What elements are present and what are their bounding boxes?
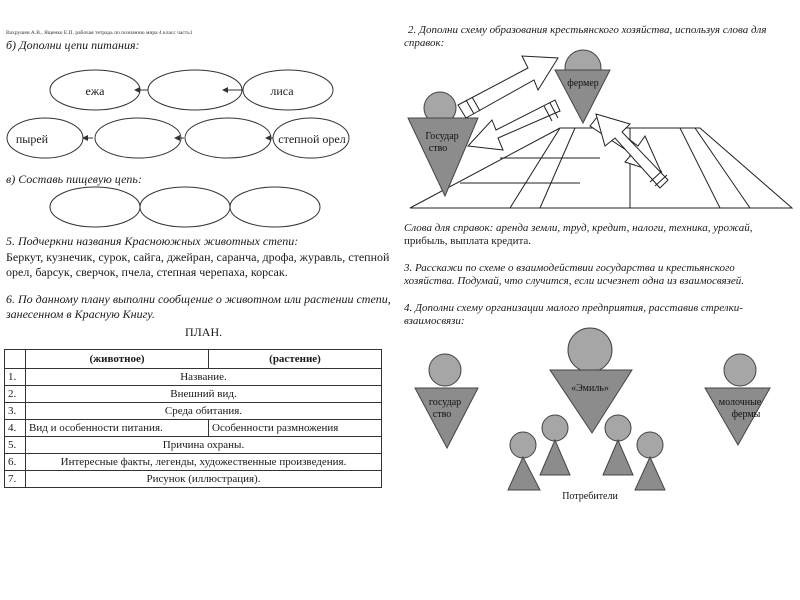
- consumers-group: [508, 415, 665, 490]
- table-row: [5, 369, 382, 386]
- plan-title: ПЛАН.: [185, 325, 223, 339]
- words-line2: прибыль, выплата кредита.: [404, 235, 532, 247]
- dairy-label-l2: фермы: [731, 409, 761, 420]
- task5-list-line2: орел, барсук, сверчок, пчела, степная черепаха, корсак.: [6, 265, 288, 279]
- arrow-4: [174, 135, 180, 141]
- table-row: [5, 437, 382, 454]
- state2-label-l2: ство: [432, 409, 452, 420]
- task2-line1: 2. Дополни схему образования крестьянского хозяйства, используя слова для: [408, 24, 767, 36]
- words-line1: Слова для справок: аренда земли, труд, кредит, налоги, техника, урожай,: [404, 222, 753, 234]
- task4-line1: 4. Дополни схему организации малого предприятия, расставив стрелки-: [404, 302, 743, 314]
- table-cell: [5, 350, 26, 369]
- farmer-label: фермер: [567, 78, 599, 89]
- consumer-body: [540, 440, 570, 475]
- consumers-label: Потребители: [562, 491, 618, 502]
- arrow-5: [265, 135, 271, 141]
- plan-table: [4, 349, 382, 488]
- table-row: [5, 420, 382, 437]
- consumer-head: [605, 415, 631, 441]
- food-chain-compose-diagram: [0, 185, 400, 235]
- state-label-l2: ство: [428, 143, 448, 154]
- consumer-head: [637, 432, 663, 458]
- row-text: Название.: [26, 369, 382, 386]
- task5-title: 5. Подчеркни названия Красноюжных животных степи:: [6, 234, 299, 248]
- row-text: Рисунок (иллюстрация).: [26, 471, 382, 488]
- row-text: Интересные факты, легенды, художественные произведения.: [26, 454, 382, 471]
- task6-line1: 6. По данному плану выполни сообщение о животном или растении степи,: [6, 292, 391, 306]
- task5-list-line1: Беркут, кузнечик, сурок, сайга, джейран, саранча, дрофа, журавль, степной: [6, 250, 390, 264]
- consumer-head: [542, 415, 568, 441]
- row-num: 4.: [5, 420, 26, 437]
- row-text: Внешний вид.: [26, 386, 382, 403]
- table-row: [5, 350, 382, 369]
- state2-head: [429, 354, 461, 386]
- chain2-oval-2: [95, 118, 181, 158]
- small-enterprise-diagram: [400, 325, 800, 505]
- arrow-1: [134, 87, 140, 93]
- row-text: Среда обитания.: [26, 403, 382, 420]
- task3-line1: 3. Расскажи по схеме о взаимодействии государства и крестьянского: [404, 262, 735, 274]
- dairy-label-l1: молочные: [718, 397, 762, 408]
- row-num: 1.: [5, 369, 26, 386]
- chain2-oval-3: [185, 118, 271, 158]
- chain2-label-orel: степной орел: [278, 132, 346, 146]
- state-label-l1: Государ: [425, 131, 459, 142]
- dairy-head: [724, 354, 756, 386]
- task-b-title: б) Дополни цепи питания:: [6, 38, 140, 52]
- row-num: 7.: [5, 471, 26, 488]
- farm-formation-diagram: [400, 48, 800, 220]
- consumer-body: [603, 440, 633, 475]
- task2-line2: справок:: [404, 37, 445, 49]
- consumer-body: [508, 457, 540, 490]
- task3-line2: хозяйства. Подумай, что случится, если исчезнет одна из взаимосвязей.: [404, 275, 745, 287]
- chain2-label-pyrey: пырей: [15, 132, 49, 146]
- table-row: [5, 403, 382, 420]
- arrow-2: [222, 87, 228, 93]
- emil-label: «Эмиль»: [571, 383, 609, 394]
- chain3-oval-1: [50, 187, 140, 227]
- consumer-body: [635, 457, 665, 490]
- chain3-oval-3: [230, 187, 320, 227]
- task-v-title: в) Составь пищевую цепь:: [6, 172, 142, 186]
- row-text-right: Особенности размножения: [209, 420, 382, 437]
- row-text: Причина охраны.: [26, 437, 382, 454]
- table-row: [5, 471, 382, 488]
- row-num: 6.: [5, 454, 26, 471]
- row-text-left: Вид и особенности питания.: [26, 420, 209, 437]
- emil-head: [568, 328, 612, 372]
- head-animal: (животное): [26, 350, 209, 369]
- task6-line2: занесенном в Красную Книгу.: [6, 307, 155, 321]
- row-num: 3.: [5, 403, 26, 420]
- page-header: Вахрушев А.В., Ященко Е.П. рабочая тетрадь по познанию мира 4 класс часть1: [6, 30, 193, 36]
- head-plant: (растение): [209, 350, 382, 369]
- chain1-label-ezha: ежа: [85, 84, 105, 98]
- chain3-oval-2: [140, 187, 230, 227]
- task4-line2: взаимосвязи:: [404, 315, 465, 327]
- table-row: [5, 386, 382, 403]
- consumer-head: [510, 432, 536, 458]
- table-row: [5, 454, 382, 471]
- row-num: 5.: [5, 437, 26, 454]
- state2-label-l1: государ: [428, 397, 462, 408]
- chain1-label-lisa: лиса: [270, 84, 294, 98]
- row-num: 2.: [5, 386, 26, 403]
